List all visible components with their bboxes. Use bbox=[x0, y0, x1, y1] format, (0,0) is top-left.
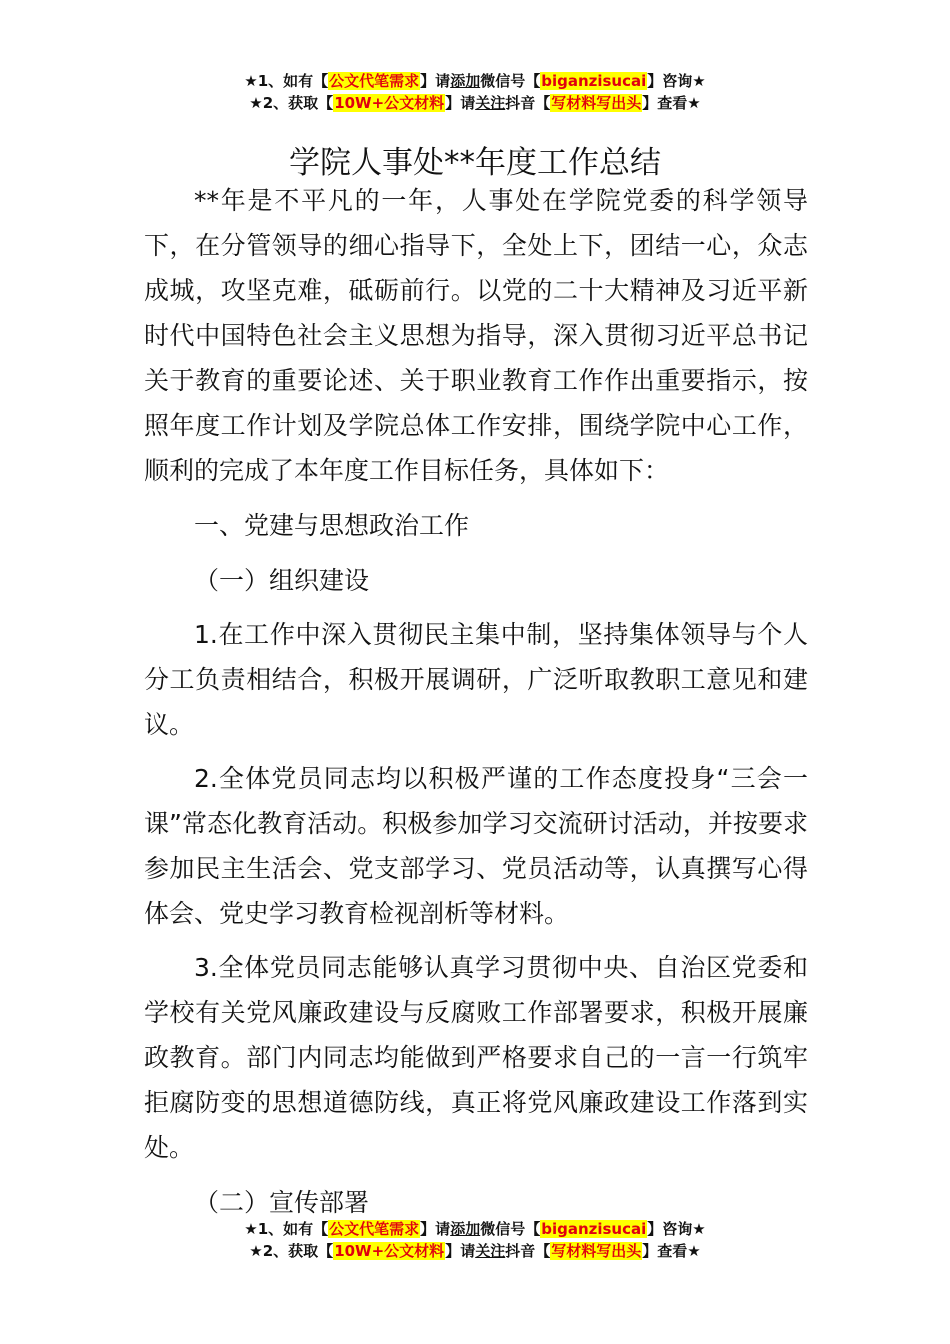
section-heading: 一、党建与思想政治工作 bbox=[194, 511, 470, 540]
banner-emphasis: 关注 bbox=[475, 94, 506, 112]
banner-text: 】请 bbox=[445, 94, 476, 112]
banner-text: 抖音【 bbox=[505, 94, 551, 112]
banner-text: ★1、如有【 bbox=[244, 72, 329, 90]
banner-text: 微信号【 bbox=[480, 1220, 541, 1238]
intro-paragraph: **年是不平凡的一年，人事处在学院党委的科学领导下，在分管领导的细心指导下，全处上下，团结一心，众志成城，攻坚克难，砥砺前行。以党的二十大精神及习近平新时代中国特色社会主义思想为指导，深入贯彻习近平总书记关于教育的重要论述、关于职业教育工作作出重要指示，按照年度工作计划及学院总体工作安排，围绕学院中心工作，顺利的完成了本年度工作目标任务，具体如下： bbox=[144, 186, 808, 485]
document-body bbox=[144, 178, 808, 1225]
banner-emphasis: 添加 bbox=[450, 72, 481, 90]
banner-text: ★1、如有【 bbox=[244, 1220, 329, 1238]
banner-emphasis: 关注 bbox=[475, 1242, 506, 1260]
banner-text: 】查看★ bbox=[642, 94, 701, 112]
banner-highlight: biganzisucai bbox=[541, 1220, 647, 1238]
document-title: 学院人事处**年度工作总结 bbox=[289, 144, 661, 181]
banner-highlight: 公文代笔需求 bbox=[329, 1220, 420, 1238]
banner-highlight: 10W+公文材料 bbox=[334, 1242, 445, 1260]
banner-text: ★2、获取【 bbox=[249, 1242, 334, 1260]
banner-highlight: 写材料写出头 bbox=[551, 1242, 642, 1260]
banner-text: 】咨询★ bbox=[647, 72, 706, 90]
banner-line-1 bbox=[0, 70, 950, 92]
banner-line-2 bbox=[0, 92, 950, 114]
subsection-heading-2: （二）宣传部署 bbox=[194, 1188, 370, 1217]
banner-text: 】咨询★ bbox=[647, 1220, 706, 1238]
banner-highlight: 公文代笔需求 bbox=[329, 72, 420, 90]
banner-text: 】请 bbox=[420, 1220, 451, 1238]
banner-highlight: 写材料写出头 bbox=[551, 94, 642, 112]
banner-text: 】请 bbox=[445, 1242, 476, 1260]
banner-text: 抖音【 bbox=[505, 1242, 551, 1260]
subsection-heading: （一）组织建设 bbox=[194, 566, 370, 595]
banner-line-2 bbox=[0, 1240, 950, 1262]
banner-highlight: 10W+公文材料 bbox=[334, 94, 445, 112]
banner-line-1 bbox=[0, 1218, 950, 1240]
list-item-2: 2.全体党员同志均以积极严谨的工作态度投身“三会一课”常态化教育活动。积极参加学习交流研讨活动，并按要求参加民主生活会、党支部学习、党员活动等，认真撰写心得体会、党史学习教育检视剖析等材料。 bbox=[144, 764, 808, 928]
banner-emphasis: 添加 bbox=[450, 1220, 481, 1238]
footer-banner bbox=[0, 1218, 950, 1262]
banner-text: 微信号【 bbox=[480, 72, 541, 90]
banner-text: 】查看★ bbox=[642, 1242, 701, 1260]
banner-highlight: biganzisucai bbox=[541, 72, 647, 90]
list-item-3: 3.全体党员同志能够认真学习贯彻中央、自治区党委和学校有关党风廉政建设与反腐败工作部署要求，积极开展廉政教育。部门内同志均能做到严格要求自己的一言一行筑牢拒腐防变的思想道德防线，真正将党风廉政建设工作落到实处。 bbox=[144, 953, 808, 1162]
list-item-1: 1.在工作中深入贯彻民主集中制，坚持集体领导与个人分工负责相结合，积极开展调研，广泛听取教职工意见和建议。 bbox=[144, 620, 808, 739]
header-banner bbox=[0, 70, 950, 114]
banner-text: 】请 bbox=[420, 72, 451, 90]
banner-text: ★2、获取【 bbox=[249, 94, 334, 112]
